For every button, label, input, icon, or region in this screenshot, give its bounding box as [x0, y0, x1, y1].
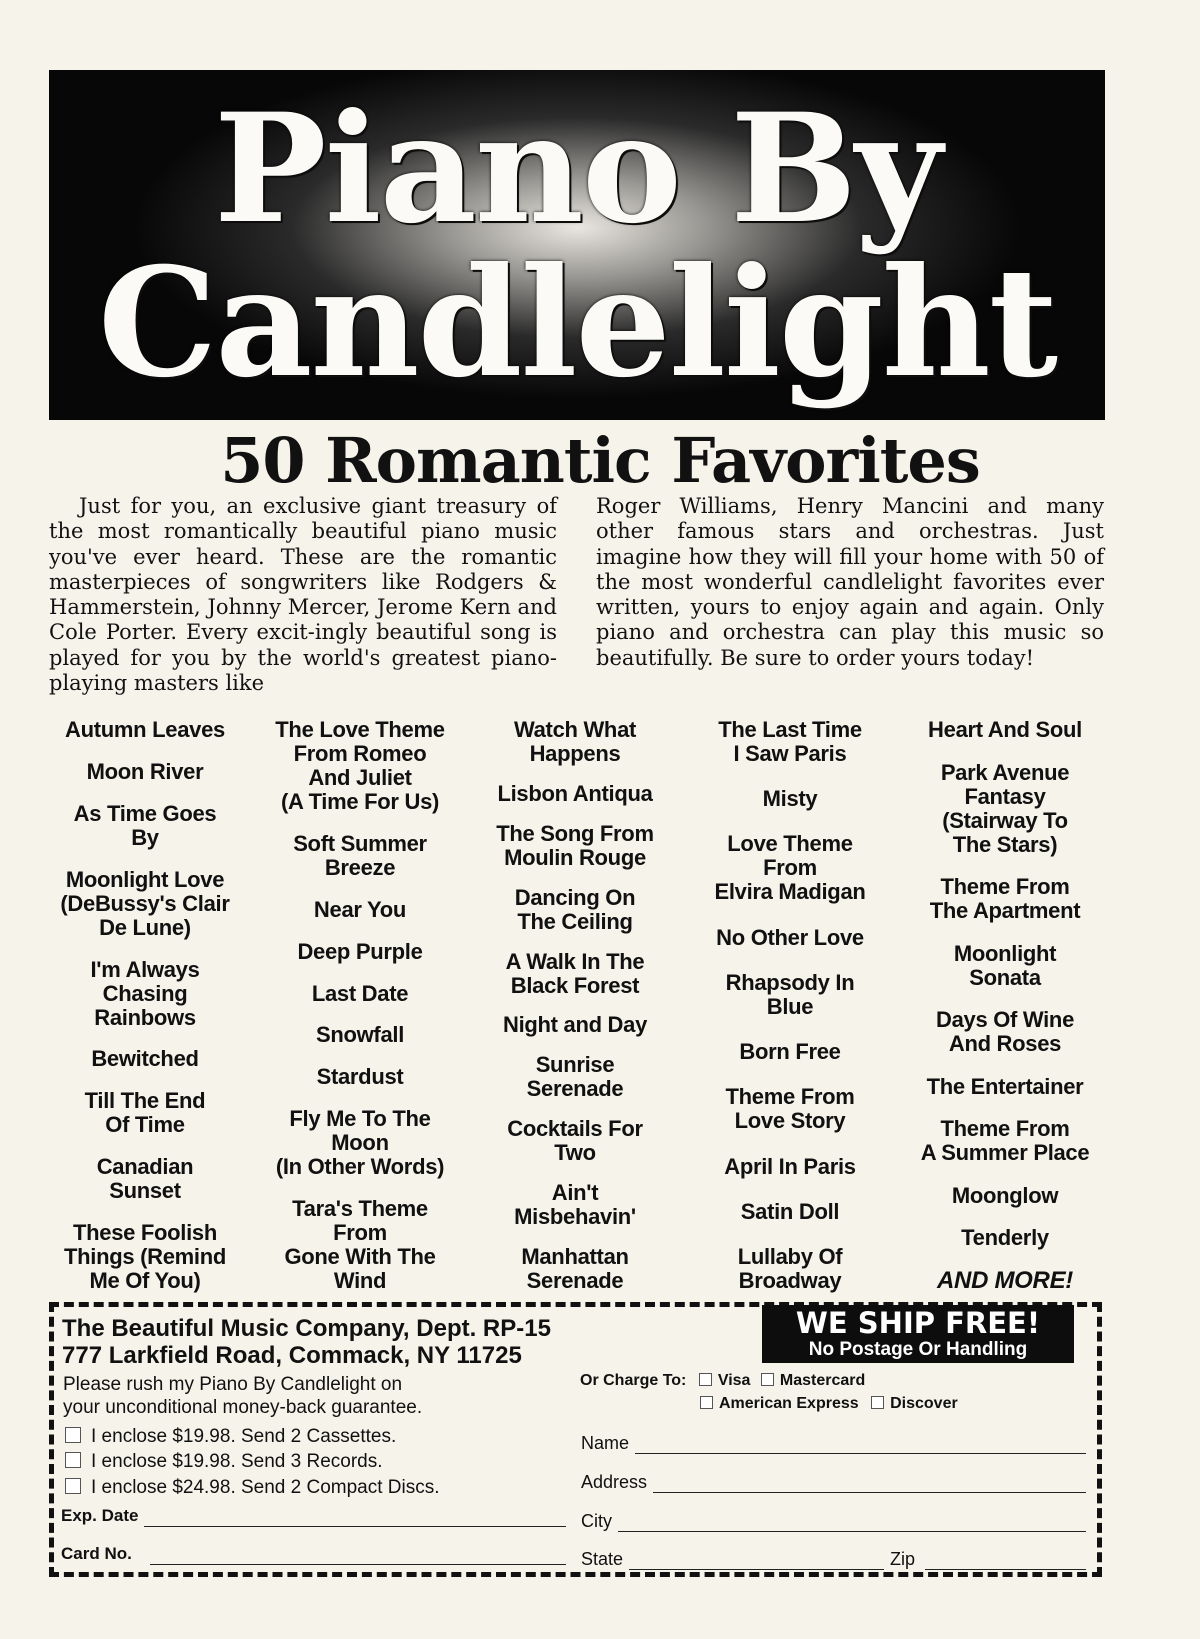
name-line[interactable]: [635, 1437, 1086, 1454]
free-shipping-badge: [762, 1305, 1074, 1363]
intro-right-paragraph: Roger Williams, Henry Mancini and many other famous stars and orchestras. Just imagine how they will fill your home with 50 of the most wonderful candlelight favorites ever written, yours to enjoy again and again. Only piano and orchestra can play this music so beautifully. Be sure to order yours today!: [596, 494, 1104, 670]
song-title: Autumn Leaves: [65, 717, 225, 742]
address-label: Address: [581, 1472, 648, 1492]
song-title: AND MORE!: [937, 1266, 1073, 1294]
option-compact-discs-label: I enclose $24.98. Send 2 Compact Discs.: [91, 1477, 440, 1498]
song-column-2: [255, 718, 465, 1293]
charge-options: [580, 1370, 865, 1392]
state-zip-field[interactable]: [581, 1548, 1086, 1570]
song-title: Manhattan Serenade: [521, 1243, 629, 1293]
option-records-label: I enclose $19.98. Send 3 Records.: [91, 1451, 383, 1472]
intro-left-paragraph: Just for you, an exclusive giant treasury of the most romantically beautiful piano music you've ever heard. These are the romantic masterpieces of songwriters like Rodgers & Hammerstein, Johnny Mercer, Jerome Kern and Cole Porter. Every excit-ingly beautiful song is played for you by the world's greatest piano-playing masters like: [49, 494, 557, 696]
zip-line[interactable]: [925, 1553, 1086, 1570]
song-title: Ain't Misbehavin': [514, 1180, 636, 1229]
checkbox-icon[interactable]: [699, 1373, 712, 1386]
song-title: Till The End Of Time: [84, 1088, 206, 1138]
song-title: Park Avenue Fantasy (Stairway To The Stars): [940, 759, 1070, 857]
song-title: Stardust: [316, 1064, 404, 1090]
song-title: A Walk In The Black Forest: [505, 948, 645, 998]
song-title: Cocktails For Two: [507, 1116, 643, 1166]
song-title: Satin Doll: [740, 1198, 840, 1224]
song-title: Moonglow: [951, 1182, 1059, 1208]
song-title: Heart And Soul: [928, 717, 1082, 742]
state-label: State: [581, 1549, 624, 1569]
song-title: The Love Theme From Romeo And Juliet (A Time For Us): [275, 717, 445, 814]
option-cassettes-label: I enclose $19.98. Send 2 Cassettes.: [91, 1426, 397, 1447]
charge-label: Or Charge To:: [580, 1372, 687, 1389]
song-title: Theme From The Apartment: [929, 874, 1081, 924]
song-title: Days Of Wine And Roses: [935, 1007, 1074, 1057]
checkbox-icon[interactable]: [65, 1427, 81, 1443]
song-column-4: [685, 718, 895, 1293]
card-mastercard[interactable]: [761, 1372, 865, 1389]
song-title: Deep Purple: [297, 938, 423, 964]
company-name: The Beautiful Music Company, Dept. RP-15: [62, 1315, 551, 1342]
free-shipping-title: WE SHIP FREE!: [795, 1306, 1041, 1340]
song-title: Theme From A Summer Place: [920, 1116, 1090, 1166]
city-line[interactable]: [618, 1515, 1086, 1532]
title-line-1: Piano By: [213, 81, 941, 257]
song-title: Dancing On The Ceiling: [514, 884, 636, 934]
free-shipping-subtitle: No Postage Or Handling: [808, 1339, 1028, 1360]
song-title: Soft Summer Breeze: [293, 830, 427, 880]
card-amex-label: American Express: [719, 1395, 859, 1412]
option-compact-discs[interactable]: [65, 1476, 440, 1499]
song-title: Tenderly: [961, 1225, 1049, 1251]
name-label: Name: [581, 1433, 630, 1453]
card-number-field[interactable]: [61, 1543, 566, 1565]
option-cassettes[interactable]: [65, 1425, 396, 1448]
song-title: Watch What Happens: [513, 717, 637, 766]
rush-text-line-1: Please rush my Piano By Candlelight on: [63, 1374, 403, 1395]
song-title: Canadian Sunset: [96, 1154, 194, 1204]
card-discover[interactable]: [871, 1395, 958, 1412]
address-field[interactable]: [581, 1471, 1086, 1493]
song-title: No Other Love: [716, 924, 864, 950]
song-title: Near You: [313, 896, 407, 922]
song-title: Love Theme From Elvira Madigan: [714, 831, 866, 905]
charge-options-row-2: [700, 1393, 958, 1415]
card-amex[interactable]: [700, 1395, 859, 1412]
card-mastercard-label: Mastercard: [779, 1372, 866, 1389]
song-title: I'm Always Chasing Rainbows: [90, 956, 200, 1030]
song-title: Rhapsody In Blue: [725, 969, 855, 1019]
song-title: Night and Day: [503, 1012, 647, 1038]
title-line-2: Candlelight: [97, 235, 1057, 411]
song-title: The Last Time I Saw Paris: [718, 717, 862, 766]
state-line[interactable]: [629, 1553, 884, 1570]
song-title: As Time Goes By: [73, 800, 217, 850]
song-title: Bewitched: [91, 1046, 199, 1072]
name-field[interactable]: [581, 1432, 1086, 1454]
song-title: Moonlight Sonata: [953, 940, 1057, 990]
song-title: Last Date: [311, 980, 409, 1006]
checkbox-icon[interactable]: [761, 1373, 774, 1386]
card-visa-label: Visa: [717, 1372, 751, 1389]
song-title: The Entertainer: [926, 1073, 1084, 1099]
song-column-3: [470, 718, 680, 1293]
rush-text-line-2: your unconditional money-back guarantee.: [63, 1397, 423, 1418]
checkbox-icon[interactable]: [65, 1478, 81, 1494]
song-title: The Song From Moulin Rouge: [496, 820, 654, 870]
song-title: Theme From Love Story: [725, 1084, 855, 1134]
address-line[interactable]: [653, 1476, 1086, 1493]
subtitle: 50 Romantic Favorites: [220, 424, 980, 497]
option-records[interactable]: [65, 1450, 383, 1473]
card-discover-label: Discover: [890, 1395, 958, 1412]
exp-date-field[interactable]: [61, 1505, 566, 1527]
song-list: [40, 718, 1110, 1293]
song-title: Sunrise Serenade: [526, 1052, 624, 1102]
song-column-5: [900, 718, 1110, 1293]
song-title: Tara's Theme From Gone With The Wind: [284, 1196, 436, 1293]
checkbox-icon[interactable]: [65, 1452, 81, 1468]
song-title: Moon River: [86, 758, 204, 784]
city-field[interactable]: [581, 1510, 1086, 1532]
company-address: 777 Larkfield Road, Commack, NY 11725: [62, 1342, 522, 1369]
checkbox-icon[interactable]: [871, 1396, 884, 1409]
title-banner: [49, 70, 1105, 420]
card-visa[interactable]: [699, 1372, 751, 1389]
song-column-1: [40, 718, 250, 1293]
song-title: Misty: [762, 786, 818, 812]
zip-label: Zip: [890, 1549, 916, 1569]
song-title: Snowfall: [315, 1022, 405, 1048]
exp-date-label: Exp. Date: [61, 1506, 139, 1525]
song-title: Lullaby Of Broadway: [737, 1243, 843, 1293]
song-title: Fly Me To The Moon (In Other Words): [275, 1106, 445, 1180]
card-number-label: Card No.: [61, 1544, 132, 1563]
exp-date-line[interactable]: [144, 1510, 566, 1527]
song-title: Lisbon Antiqua: [497, 780, 653, 806]
checkbox-icon[interactable]: [700, 1396, 713, 1409]
song-title: Born Free: [739, 1039, 841, 1065]
city-label: City: [581, 1511, 612, 1531]
song-title: April In Paris: [724, 1153, 856, 1179]
song-title: Moonlight Love (DeBussy's Clair De Lune): [60, 866, 230, 940]
song-title: These Foolish Things (Remind Me Of You): [63, 1220, 226, 1293]
card-number-line[interactable]: [150, 1548, 566, 1565]
